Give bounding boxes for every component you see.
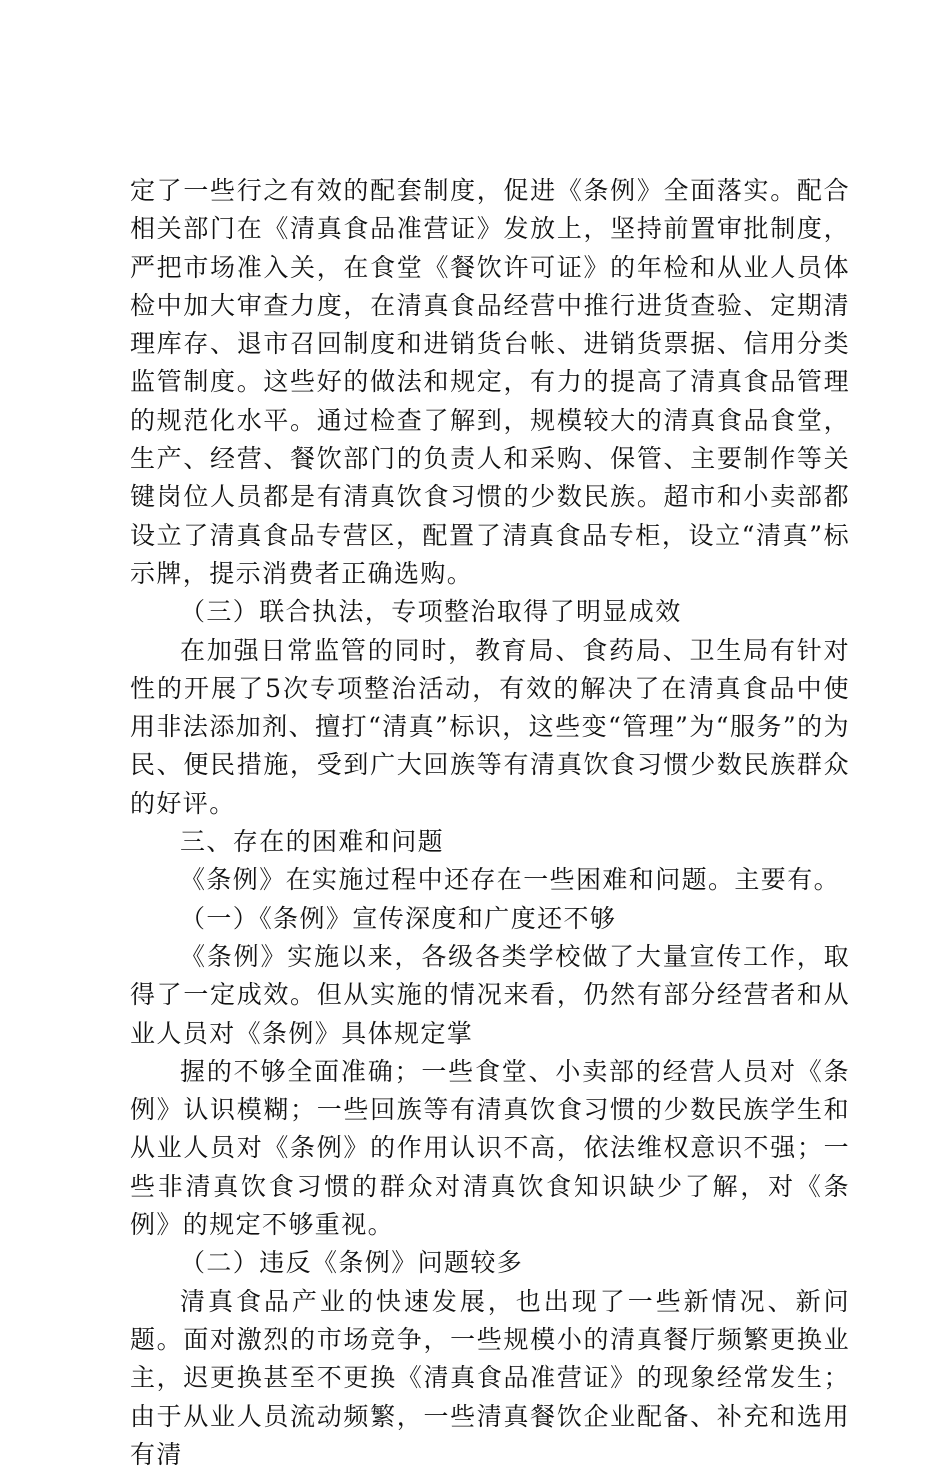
section-heading-3: （三）联合执法，专项整治取得了明显成效 [180, 597, 682, 627]
paragraph: 《条例》实施以来，各级各类学校做了大量宣传工作，取得了一定成效。但从实施的情况来看，仍然有部分经营者和从业人员对《条例》具体规定掌 [130, 941, 850, 1048]
paragraph: 在加强日常监管的同时，教育局、食药局、卫生局有针对性的开展了5次专项整治活动，有效的解决了在清真食品中使用非法添加剂、擅打“清真”标识，这些变“管理”为“服务”的为民、便民措施，受到广大回族等有清真饮食习惯少数民族群众的好评。 [130, 635, 850, 818]
chapter-heading: 三、存在的困难和问题 [180, 827, 445, 857]
section-heading-2: （二）违反《条例》问题较多 [180, 1248, 524, 1278]
section-heading-1: （一）《条例》宣传深度和广度还不够 [180, 903, 617, 933]
paragraph: 清真食品产业的快速发展，也出现了一些新情况、新问题。面对激烈的市场竞争，一些规模小的清真餐厅频繁更换业主，迟更换甚至不更换《清真食品准营证》的现象经常发生；由于从业人员流动频繁，一些清真餐饮企业配备、补充和选用有清 [130, 1286, 850, 1469]
paragraph-continued: 定了一些行之有效的配套制度，促进《条例》全面落实。配合相关部门在《清真食品准营证》发放上，坚持前置审批制度，严把市场准入关，在食堂《餐饮许可证》的年检和从业人员体检中加大审查力度，在清真食品经营中推行进货查验、定期清理库存、退市召回制度和进销货台帐、进销货票据、信用分类监管制度。这些好的做法和规定，有力的提高了清真食品管理的规范化水平。通过检查了解到，规模较大的清真食品食堂，生产、经营、餐饮部门的负责人和采购、保管、主要制作等关键岗位人员都是有清真饮食习惯的少数民族。超市和小卖部都设立了清真食品专营区，配置了清真食品专柜，设立“清真”标示牌，提示消费者正确选购。 [130, 176, 850, 588]
body-text [130, 172, 850, 1474]
paragraph: 《条例》在实施过程中还存在一些困难和问题。主要有。 [180, 865, 841, 895]
paragraph: 握的不够全面准确；一些食堂、小卖部的经营人员对《条例》认识模糊；一些回族等有清真饮食习惯的少数民族学生和从业人员对《条例》的作用认识不高，依法维权意识不强；一些非清真饮食习惯的群众对清真饮食知识缺少了解，对《条例》的规定不够重视。 [130, 1056, 850, 1240]
